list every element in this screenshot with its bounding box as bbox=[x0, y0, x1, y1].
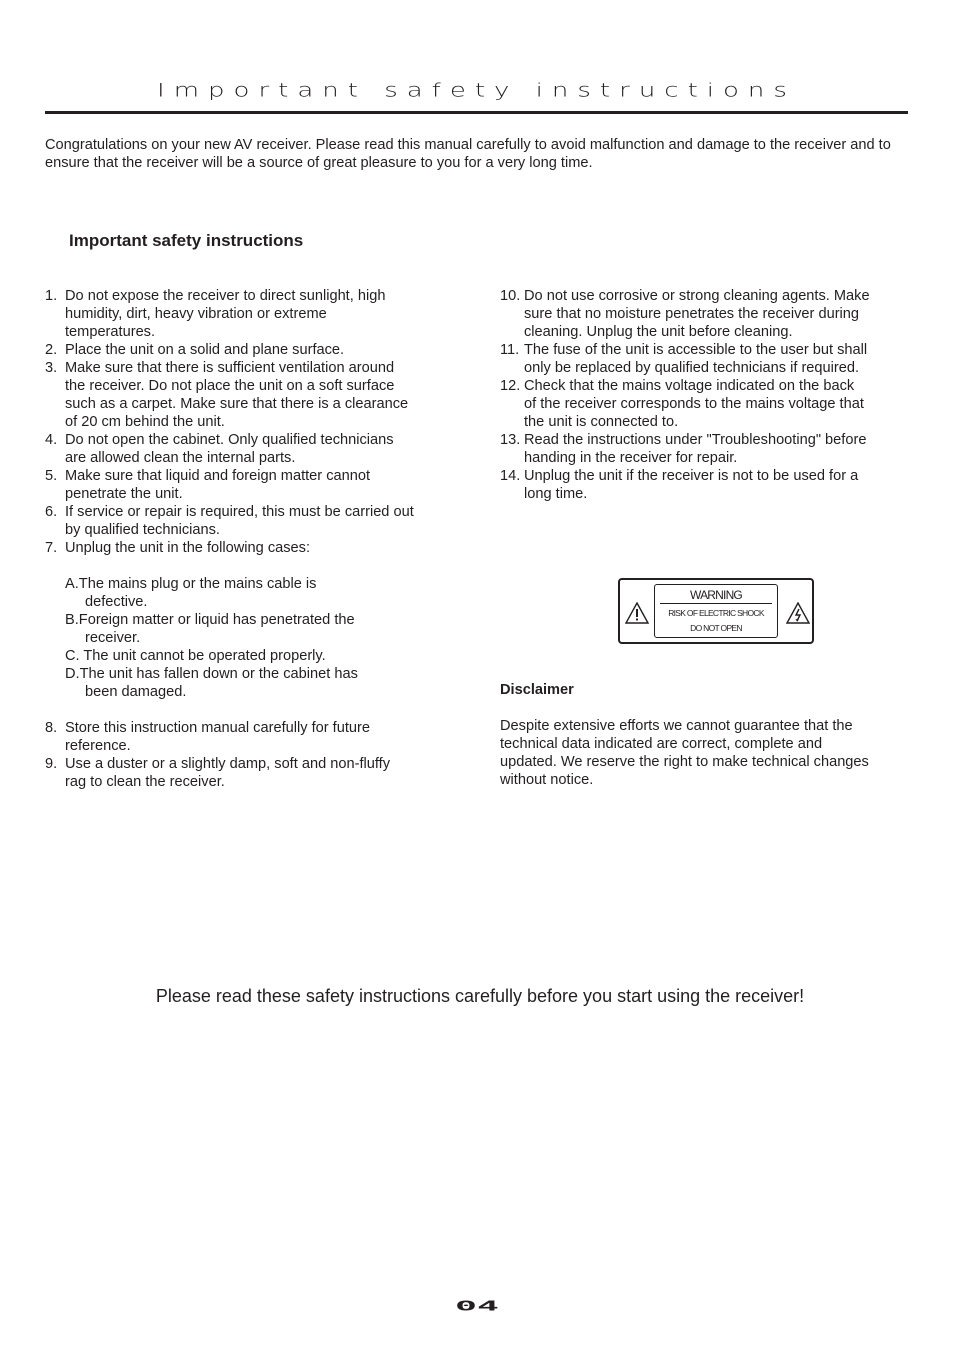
warning-divider bbox=[660, 603, 772, 604]
item-text: Use a duster or a slightly damp, soft and non-fluffy rag to clean the receiver. bbox=[65, 756, 391, 790]
item-text: Do not use corrosive or strong cleaning agents. Make sure that no moisture penetrates the receiver during cleaning. Unplug the unit before cleaning. bbox=[524, 288, 870, 340]
page-number-graphic bbox=[455, 1297, 501, 1313]
item-number: 11. bbox=[500, 342, 520, 358]
sub-list-item bbox=[65, 575, 415, 611]
item-text: Make sure that there is sufficient ventilation around the receiver. Do not place the unit on a soft surface such as a carpet. Make sure that there is a clearance of 20 cm behind the unit. bbox=[65, 360, 409, 430]
exclamation-triangle-icon bbox=[625, 602, 649, 629]
sub-item-continuation: defective. bbox=[85, 594, 148, 610]
list-item bbox=[500, 431, 870, 467]
list-item bbox=[45, 755, 415, 791]
item-text: The fuse of the unit is accessible to the user but shall only be replaced by qualified technicians if required. bbox=[524, 342, 868, 376]
item-number: 1. bbox=[45, 288, 58, 304]
list-item bbox=[500, 287, 870, 341]
page-number-text: 04 bbox=[455, 1298, 500, 1313]
item-number: 3. bbox=[45, 360, 58, 376]
instructions-right-column bbox=[500, 287, 870, 503]
item-text: Make sure that liquid and foreign matter cannot penetrate the unit. bbox=[65, 468, 371, 502]
sub-item-text: B.Foreign matter or liquid has penetrated the bbox=[65, 612, 355, 628]
item-text: If service or repair is required, this must be carried out by qualified technicians. bbox=[65, 504, 414, 538]
footer-note: Please read these safety instructions carefully before you start using the receiver! bbox=[155, 986, 805, 1006]
sub-item-text: C. The unit cannot be operated properly. bbox=[65, 648, 326, 664]
item-number: 6. bbox=[45, 504, 58, 520]
sub-list-item bbox=[65, 647, 415, 665]
sub-item-text: D.The unit has fallen down or the cabinet has bbox=[65, 666, 358, 682]
item-number: 7. bbox=[45, 540, 58, 556]
item-number: 5. bbox=[45, 468, 58, 484]
list-item bbox=[500, 467, 870, 503]
item-number: 14. bbox=[500, 468, 521, 484]
list-item bbox=[45, 359, 415, 431]
list-item bbox=[500, 341, 870, 377]
warning-title: WARNING bbox=[690, 588, 742, 602]
warning-label bbox=[618, 578, 814, 644]
item-number: 13. bbox=[500, 432, 521, 448]
sub-list-item bbox=[65, 611, 415, 647]
item-text: Check that the mains voltage indicated on the back of the receiver corresponds to the mains voltage that the unit is connected to. bbox=[524, 378, 864, 430]
item-number: 12. bbox=[500, 378, 521, 394]
list-item bbox=[500, 377, 870, 431]
item-text: Unplug the unit if the receiver is not to be used for a long time. bbox=[524, 468, 859, 502]
sub-item-continuation: receiver. bbox=[85, 630, 141, 646]
list-item bbox=[45, 539, 415, 557]
list-item bbox=[45, 467, 415, 503]
item-number: 8. bbox=[45, 720, 58, 736]
item-text: Unplug the unit in the following cases: bbox=[65, 540, 311, 556]
list-item bbox=[45, 341, 415, 359]
instructions-left-column bbox=[45, 287, 415, 791]
disclaimer-text: Despite extensive efforts we cannot guarantee that the technical data indicated are correct, complete and updated. We reserve the right to make technical changes without notice. bbox=[500, 718, 869, 788]
item-text: Do not expose the receiver to direct sunlight, high humidity, dirt, heavy vibration or extreme temperatures. bbox=[65, 288, 386, 340]
list-item bbox=[45, 503, 415, 539]
sub-item-text: A.The mains plug or the mains cable is bbox=[65, 576, 317, 592]
page-number bbox=[455, 1297, 501, 1318]
disclaimer-heading: Disclaimer bbox=[500, 682, 574, 698]
item-number: 2. bbox=[45, 342, 58, 358]
list-item bbox=[45, 719, 415, 755]
list-item bbox=[45, 431, 415, 467]
list-item bbox=[45, 287, 415, 341]
item-text: Read the instructions under "Troubleshooting" before handing in the receiver for repair. bbox=[524, 432, 867, 466]
page-title: Important safety instructions bbox=[157, 80, 796, 102]
item-text: Store this instruction manual carefully for future reference. bbox=[65, 720, 370, 754]
item-number: 9. bbox=[45, 756, 58, 772]
intro-paragraph: Congratulations on your new AV receiver. Please read this manual carefully to avoid malfunction and damage to the receiver and to ensure that the receiver will be a source of great pleasure to you for a very long time. bbox=[45, 137, 891, 171]
item-number: 4. bbox=[45, 432, 58, 448]
warning-line-2: DO NOT OPEN bbox=[690, 623, 742, 633]
item-text: Do not open the cabinet. Only qualified technicians are allowed clean the internal parts. bbox=[65, 432, 394, 466]
unplug-cases-list bbox=[45, 575, 415, 701]
section-heading: Important safety instructions bbox=[69, 231, 304, 250]
item-number: 10. bbox=[500, 288, 521, 304]
title-divider bbox=[45, 111, 908, 114]
item-text: Place the unit on a solid and plane surface. bbox=[65, 342, 345, 358]
sub-item-continuation: been damaged. bbox=[85, 684, 187, 700]
warning-label-panel bbox=[654, 584, 778, 638]
warning-line-1: RISK OF ELECTRIC SHOCK bbox=[668, 608, 764, 618]
sub-list-item bbox=[65, 665, 415, 701]
electric-shock-triangle-icon bbox=[786, 602, 810, 629]
